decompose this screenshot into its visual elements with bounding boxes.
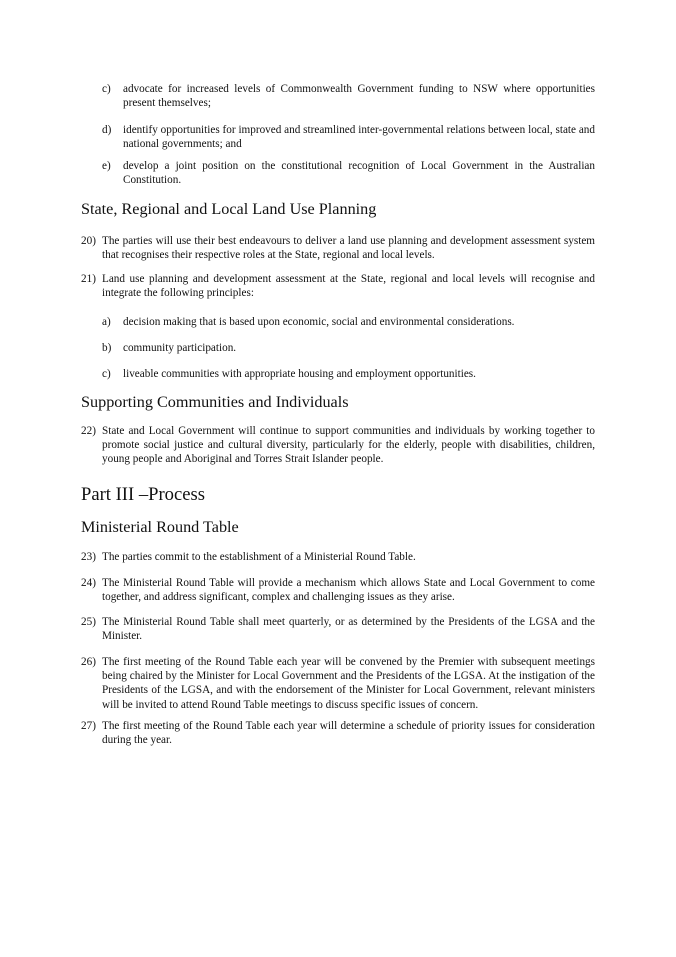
clause-text: Land use planning and development assessment at the State, regional and local levels will recognise and integrate the following principles: [102,273,595,300]
list-item-text: liveable communities with appropriate housing and employment opportunities. [123,368,476,380]
clause-text: The Ministerial Round Table shall meet quarterly, or as determined by the Presidents of the LGSA and the Minister. [102,616,595,643]
clause-20 [81,234,595,262]
section-heading-round-table: Ministerial Round Table [81,518,239,536]
list-item-label: b) [102,342,112,354]
clause-21 [81,272,595,300]
clause-22 [81,424,595,467]
list-item-text: advocate for increased levels of Commonwealth Government funding to NSW where opportunities present themselves; [123,83,595,110]
clause-text: The parties commit to the establishment of a Ministerial Round Table. [102,551,416,563]
list-item-intro-e [102,159,595,187]
clause-text: The parties will use their best endeavours to deliver a land use planning and development assessment system that recognises their respective roles at the State, regional and local levels. [102,235,595,262]
clause-26 [81,655,595,712]
list-item-text: develop a joint position on the constitutional recognition of Local Government in the Australian Constitution. [123,160,595,187]
list-item-text: identify opportunities for improved and streamlined inter-governmental relations between local, state and national governments; and [123,124,595,151]
list-item-label: d) [102,124,112,136]
clause-23 [81,550,595,564]
principle-b [102,341,595,355]
list-item-label: a) [102,316,111,328]
clause-text: The first meeting of the Round Table each year will be convened by the Premier with subsequent meetings being chaired by the Minister for Local Government and the Presidents of the LGSA. At the instigation of the Presidents of the LGSA, and with the endorsement of the Minister for Local Government, relevant ministers will be invited to attend Round Table meetings to discuss specific issues of concern. [102,656,595,711]
section-heading-land-use: State, Regional and Local Land Use Planning [81,200,377,218]
list-item-text: community participation. [123,342,237,354]
clause-number: 23) [81,551,96,563]
clause-25 [81,615,595,643]
section-heading-supporting: Supporting Communities and Individuals [81,393,349,411]
list-item-label: c) [102,83,111,95]
clause-number: 25) [81,616,96,628]
principle-a [102,315,595,329]
part-heading: Part III –Process [81,484,205,505]
clause-text: The Ministerial Round Table will provide a mechanism which allows State and Local Government to come together, and address significant, complex and challenging issues as they arise. [102,577,595,604]
clause-number: 21) [81,273,96,285]
clause-number: 27) [81,720,96,732]
list-item-text: decision making that is based upon economic, social and environmental considerations. [123,316,515,328]
clause-number: 26) [81,656,96,668]
clause-number: 24) [81,577,96,589]
clause-number: 20) [81,235,96,247]
list-item-label: c) [102,368,111,380]
clause-number: 22) [81,425,96,437]
clause-24 [81,576,595,604]
clause-27 [81,719,595,747]
clause-text: State and Local Government will continue to support communities and individuals by working together to promote social justice and cultural diversity, particularly for the elderly, people with disabilities, children, young people and Aboriginal and Torres Strait Islander people. [102,425,595,466]
list-item-intro-d [102,123,595,151]
principle-c [102,367,595,381]
list-item-label: e) [102,160,111,172]
clause-text: The first meeting of the Round Table each year will determine a schedule of priority issues for consideration during the year. [102,720,595,747]
list-item-intro-c [102,82,595,110]
